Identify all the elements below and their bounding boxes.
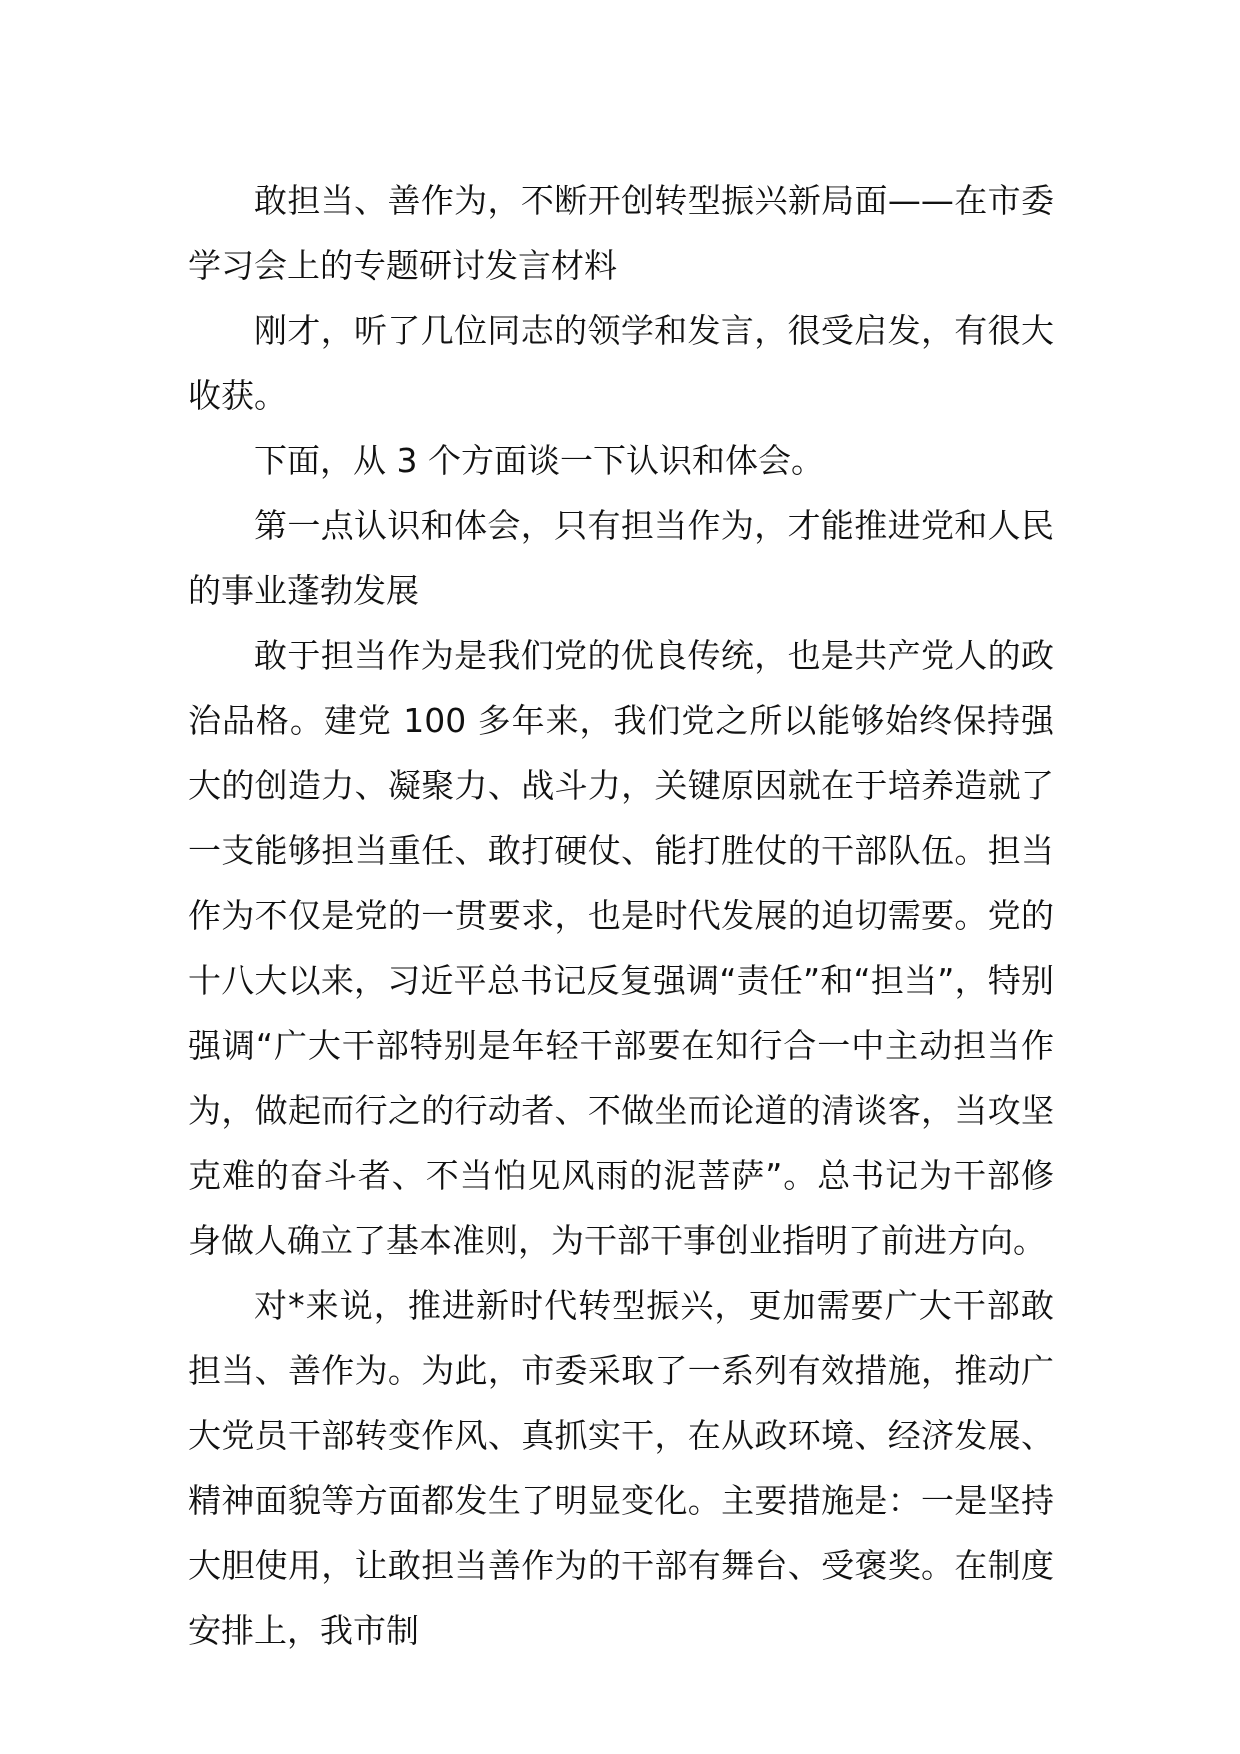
document-body xyxy=(188,168,1054,1663)
document-title-paragraph: 敢担当、善作为，不断开创转型振兴新局面——在市委学习会上的专题研讨发言材料 xyxy=(188,181,1054,285)
body-paragraph: 对*来说，推进新时代转型振兴，更加需要广大干部敢担当、善作为。为此，市委采取了一系列有效措施，推动广大党员干部转变作风、真抓实干，在从政环境、经济发展、精神面貌等方面都发生了明显变化。主要措施是：一是坚持大胆使用，让敢担当善作为的干部有舞台、受褒奖。在制度安排上，我市制 xyxy=(188,1286,1054,1650)
section-heading-paragraph: 第一点认识和体会，只有担当作为，才能推进党和人民的事业蓬勃发展 xyxy=(188,506,1054,610)
body-paragraph: 敢于担当作为是我们党的优良传统，也是共产党人的政治品格。建党 100 多年来，我们党之所以能够始终保持强大的创造力、凝聚力、战斗力，关键原因就在于培养造就了一支能够担当重任、敢打硬仗、能打胜仗的干部队伍。担当作为不仅是党的一贯要求，也是时代发展的迫切需要。党的十八大以来，习近平总书记反复强调“责任”和“担当”，特别强调“广大干部特别是年轻干部要在知行合一中主动担当作为，做起而行之的行动者、不做坐而论道的清谈客，当攻坚克难的奋斗者、不当怕见风雨的泥菩萨”。总书记为干部修身做人确立了基本准则，为干部干事创业指明了前进方向。 xyxy=(188,636,1054,1260)
intro-paragraph: 下面，从 3 个方面谈一下认识和体会。 xyxy=(254,441,824,480)
opening-paragraph: 刚才，听了几位同志的领学和发言，很受启发，有很大收获。 xyxy=(188,311,1054,415)
